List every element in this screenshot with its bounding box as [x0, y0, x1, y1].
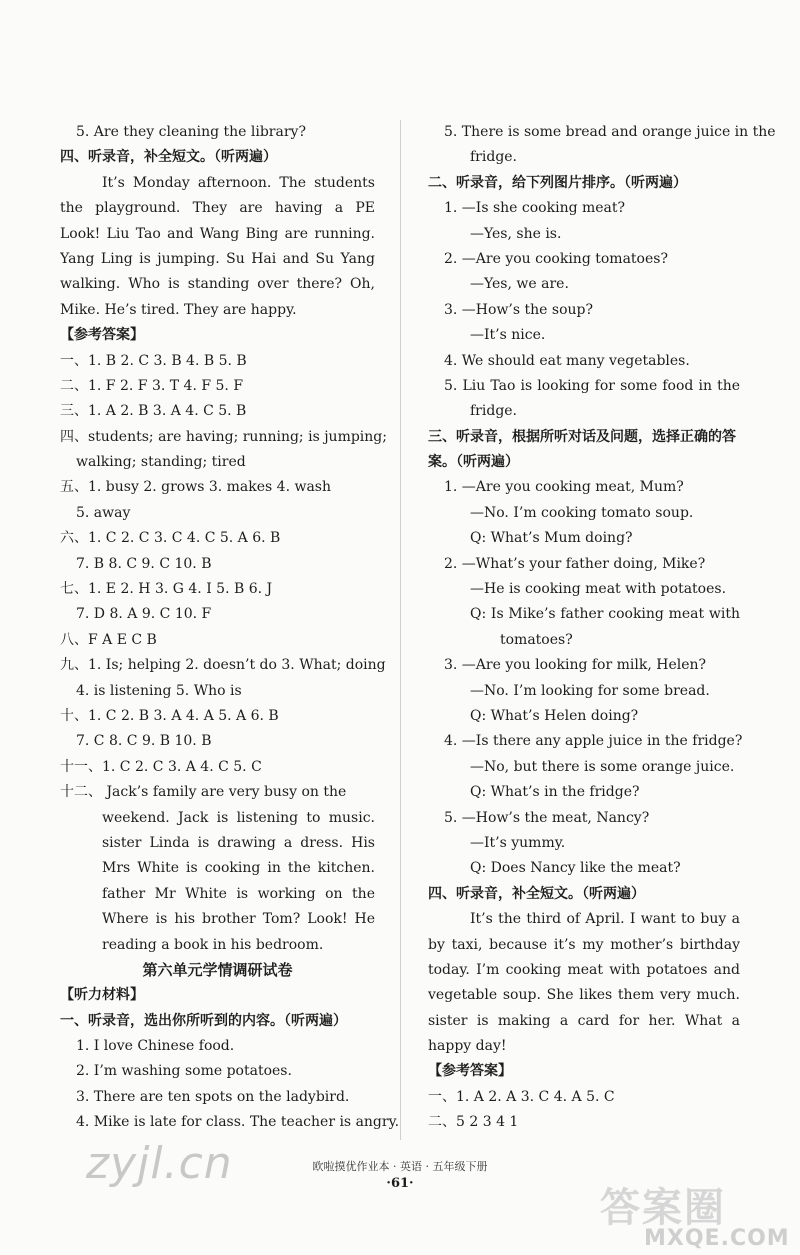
text-line: fridge. [470, 403, 518, 420]
text-line: 5. —How’s the meat, Nancy? [444, 809, 650, 826]
text-line: —It’s nice. [470, 327, 546, 344]
page-number: ·61· [386, 1176, 414, 1191]
text-line: 七、1. E 2. H 3. G 4. I 5. B 6. J [60, 581, 273, 598]
text-line: 5. There is some bread and orange juice in the [444, 124, 776, 140]
watermark-stamp: 答案圈 [600, 1185, 726, 1231]
text-line: 1. —Are you cooking meat, Mum? [444, 479, 684, 496]
text-line: —It’s yummy. [470, 834, 566, 851]
text-line: tomatoes? [500, 631, 573, 648]
text-line: by taxi, because it’s my mother’s birthday [428, 936, 740, 953]
text-line: It’s the third of April. I want to buy a [470, 911, 740, 928]
text-line: 4. is listening 5. Who is [76, 682, 242, 699]
text-line: 四、听录音，补全短文。（听两遍） [428, 885, 645, 902]
right-column [428, 120, 776, 1136]
text-line: the playground. They are having a PE [60, 200, 375, 217]
text-line: 7. B 8. C 9. C 10. B [76, 555, 212, 572]
text-line: —Yes, we are. [470, 276, 569, 293]
text-line: Q: Is Mike’s father cooking meat with [470, 606, 740, 623]
text-line: 五、1. busy 2. grows 3. makes 4. wash [60, 479, 332, 496]
text-line: 四、students; are having; running; is jumping; [60, 428, 387, 445]
text-line: 一、听录音，选出你所听到的内容。（听两遍） [60, 1012, 347, 1029]
text-line: walking; standing; tired [76, 454, 246, 471]
text-line: fridge. [470, 149, 518, 166]
text-line: Q: What’s Helen doing? [470, 707, 639, 724]
text-line: 三、1. A 2. B 3. A 4. C 5. B [60, 403, 247, 420]
text-line: 3. There are ten spots on the ladybird. [76, 1088, 350, 1105]
text-line: walking. Who is standing over there? Oh, [60, 276, 375, 293]
text-line: —No. I’m looking for some bread. [470, 682, 710, 699]
text-line: 三、听录音，根据所听对话及问题，选择正确的答 [428, 428, 736, 445]
text-line: 八、F A E C B [60, 631, 157, 648]
text-line: 4. Mike is late for class. The teacher is angry. [76, 1114, 400, 1131]
text-line: 四、听录音，补全短文。（听两遍） [60, 149, 277, 166]
text-line: Where is his brother Tom? Look! He [102, 911, 375, 928]
text-line: 案。（听两遍） [428, 454, 519, 471]
text-line: Mike. He’s tired. They are happy. [60, 301, 297, 318]
text-line: 3. —Are you looking for milk, Helen? [444, 657, 707, 674]
text-line: 一、1. A 2. A 3. C 4. A 5. C [428, 1088, 615, 1105]
text-line: 1. I love Chinese food. [76, 1038, 235, 1055]
watermark-logo: zyjl.cn [86, 1138, 233, 1189]
text-line: 7. D 8. A 9. C 10. F [76, 606, 212, 623]
text-line: —He is cooking meat with potatoes. [470, 581, 727, 598]
text-line: 2. —What’s your father doing, Mike? [444, 555, 706, 572]
text-line: happy day! [428, 1038, 507, 1055]
text-line: 4. We should eat many vegetables. [444, 352, 690, 369]
text-line: Q: What’s Mum doing? [470, 530, 633, 547]
column-divider [400, 120, 401, 1140]
text-line: 十二、 Jack’s family are very busy on the [60, 784, 347, 801]
text-line: 【听力材料】 [60, 987, 144, 1004]
text-line: father Mr White is working on the [102, 885, 375, 902]
left-column [60, 120, 400, 1136]
text-line: 2. I’m washing some potatoes. [76, 1063, 292, 1080]
text-line: sister Linda is drawing a dress. His [102, 834, 375, 851]
text-line: 二、1. F 2. F 3. T 4. F 5. F [60, 377, 244, 394]
watermark-url: MXQE.COM [644, 1226, 790, 1251]
text-line: reading a book in his bedroom. [102, 936, 324, 953]
text-line: 4. —Is there any apple juice in the fridge? [444, 733, 743, 750]
text-line: Q: What’s in the fridge? [470, 784, 640, 801]
text-line: sister is making a card for her. What a [428, 1012, 740, 1029]
text-line: 【参考答案】 [60, 327, 144, 344]
text-line: 十、1. C 2. B 3. A 4. A 5. A 6. B [60, 707, 279, 724]
text-line: 5. Liu Tao is looking for some food in the [444, 377, 740, 394]
text-line: 九、1. Is; helping 2. doesn’t do 3. What; doing [60, 657, 386, 674]
text-line: 1. —Is she cooking meat? [444, 200, 626, 217]
text-line: 二、听录音，给下列图片排序。（听两遍） [428, 174, 687, 191]
text-line: —Yes, she is. [470, 225, 562, 242]
text-line: Look! Liu Tao and Wang Bing are running. [60, 225, 375, 242]
text-line: 二、5 2 3 4 1 [428, 1114, 519, 1131]
text-line: 十一、1. C 2. C 3. A 4. C 5. C [60, 758, 262, 775]
text-line: Mrs White is cooking in the kitchen. [102, 860, 375, 877]
text-line: 5. Are they cleaning the library? [76, 124, 306, 140]
text-line: —No, but there is some orange juice. [470, 758, 735, 775]
footer-title: 欧啦摸优作业本 · 英语 · 五年级下册 [312, 1160, 488, 1173]
text-line: 一、1. B 2. C 3. B 4. B 5. B [60, 352, 247, 369]
text-line: 5. away [76, 504, 131, 521]
text-line: 第六单元学情调研试卷 [142, 960, 293, 979]
text-line: 六、1. C 2. C 3. C 4. C 5. A 6. B [60, 530, 281, 547]
text-line: 3. —How’s the soup? [444, 301, 593, 318]
text-line: vegetable soup. She likes them very much. [428, 987, 740, 1004]
text-line: Q: Does Nancy like the meat? [470, 860, 681, 877]
text-line: today. I’m cooking meat with potatoes and [428, 961, 740, 978]
text-line: 【参考答案】 [428, 1063, 512, 1080]
text-line: 7. C 8. C 9. B 10. B [76, 733, 212, 750]
text-line: —No. I’m cooking tomato soup. [470, 504, 694, 521]
text-line: It’s Monday afternoon. The students [102, 174, 375, 191]
text-line: 2. —Are you cooking tomatoes? [444, 250, 668, 267]
text-line: Yang Ling is jumping. Su Hai and Su Yang [60, 250, 375, 267]
text-line: weekend. Jack is listening to music. [102, 809, 375, 826]
